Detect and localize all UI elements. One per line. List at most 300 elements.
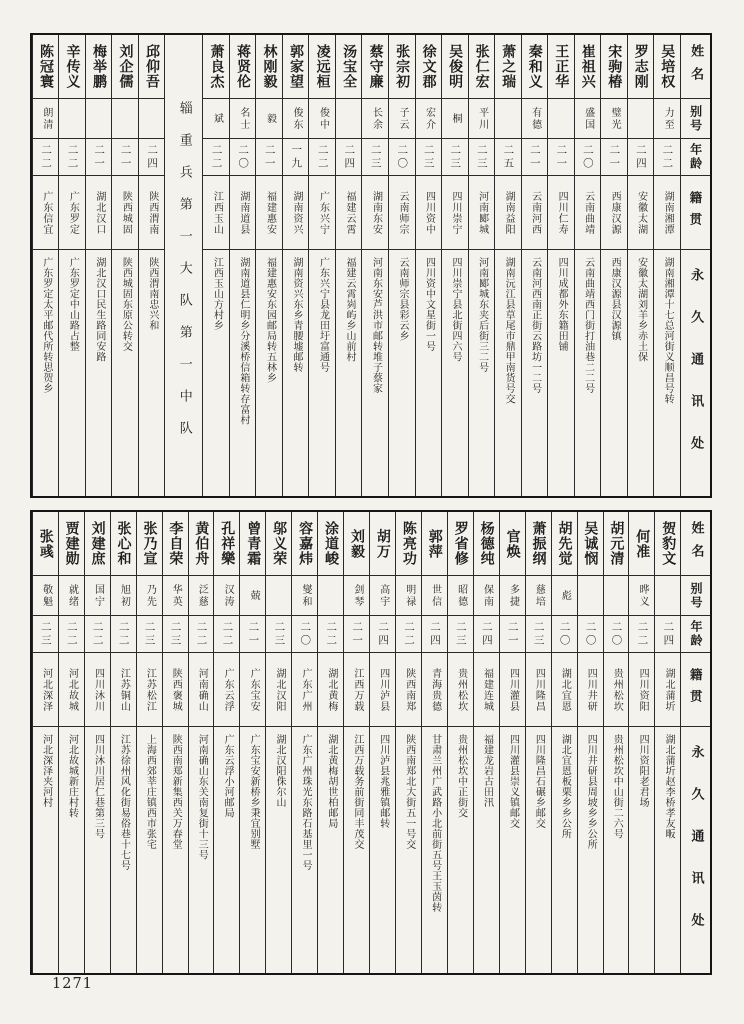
person-address: 四川隆昌石碾乡邮交 xyxy=(533,734,545,829)
person-alias: 乃先 xyxy=(137,576,162,616)
person-address: 西康汉源县汉源镇 xyxy=(609,257,621,341)
person-name: 孔祥樂 xyxy=(214,512,239,576)
person-age: 二四 xyxy=(655,616,680,653)
person-address: 广东云浮小河邮局 xyxy=(222,734,234,818)
person-age: 二二 xyxy=(214,616,239,653)
person-native: 湖北黄梅 xyxy=(318,653,343,727)
person-alias: 俊中 xyxy=(309,99,335,139)
person-name: 涂道峻 xyxy=(318,512,343,576)
person-column xyxy=(654,512,680,973)
header-address: 永久通讯处 xyxy=(688,745,704,955)
person-native: 陕西渭南 xyxy=(139,176,165,250)
person-address: 四川崇宁县北街四六号 xyxy=(450,257,462,362)
person-column xyxy=(291,512,317,973)
person-name: 张乃宣 xyxy=(137,512,162,576)
header-alias: 别号 xyxy=(681,99,710,139)
person-alias: 名士 xyxy=(230,99,256,139)
person-column xyxy=(110,512,136,973)
person-address: 湖南湘潭十七总河街义顺昌号转 xyxy=(662,257,674,404)
roster-table-top xyxy=(30,33,712,498)
person-address: 云南河西南正街云路坊一二号 xyxy=(529,257,541,394)
person-native: 广东罗定 xyxy=(59,176,85,250)
person-column xyxy=(494,35,521,496)
person-age: 二一 xyxy=(522,139,548,176)
person-address: 贵州松坎中正街交 xyxy=(455,734,467,818)
unit-label-column xyxy=(164,35,202,496)
person-column xyxy=(32,512,58,973)
person-alias: 多捷 xyxy=(500,576,525,616)
person-name: 辛传义 xyxy=(59,35,85,99)
person-name: 黄伯舟 xyxy=(189,512,214,576)
person-address: 广东罗定中山路占整 xyxy=(67,257,79,352)
person-name: 崔祖兴 xyxy=(575,35,601,99)
person-address: 湖北宜恩板栗乡乡公所 xyxy=(559,734,571,839)
person-column xyxy=(213,512,239,973)
header-native: 籍贯 xyxy=(681,653,710,727)
person-address: 甘肃兰州广武路小北前街五号王玉茵转 xyxy=(429,734,441,913)
unit-label: 辎重兵第一大队第一中队 xyxy=(176,101,192,453)
person-name: 梅举鹏 xyxy=(86,35,112,99)
person-native: 陕西南郑 xyxy=(396,653,421,727)
person-name: 吴俊明 xyxy=(442,35,468,99)
person-native: 湖南湘潭 xyxy=(654,176,680,250)
person-native: 湖北汉阳 xyxy=(266,653,291,727)
person-name: 容嘉炜 xyxy=(292,512,317,576)
person-native: 江西万载 xyxy=(344,653,369,727)
person-column xyxy=(574,35,601,496)
person-address: 陕西南郑新集西关万春堂 xyxy=(170,734,182,850)
person-column xyxy=(547,35,574,496)
person-column xyxy=(577,512,603,973)
person-address: 河南东安芦洪市邮转堆子蔡家 xyxy=(370,257,382,394)
person-name: 蒋贤伦 xyxy=(230,35,256,99)
person-age: 二一 xyxy=(601,139,627,176)
person-address: 福建惠安东园邮局转五林乡 xyxy=(264,257,276,383)
person-name: 刘建庶 xyxy=(85,512,110,576)
person-native: 福建连城 xyxy=(474,653,499,727)
person-alias: 汉涛 xyxy=(214,576,239,616)
person-age: 二〇 xyxy=(389,139,415,176)
person-alias: 剑琴 xyxy=(344,576,369,616)
person-native: 广东广州 xyxy=(292,653,317,727)
person-name: 邱仰吾 xyxy=(139,35,165,99)
person-alias: 华英 xyxy=(163,576,188,616)
person-name: 萧良杰 xyxy=(203,35,229,99)
person-native: 四川崇宁 xyxy=(442,176,468,250)
person-age: 二三 xyxy=(416,139,442,176)
person-column xyxy=(188,512,214,973)
person-alias: 斌 xyxy=(203,99,229,139)
person-age: 二〇 xyxy=(292,616,317,653)
person-column xyxy=(447,512,473,973)
person-native: 福建惠安 xyxy=(256,176,282,250)
person-column xyxy=(525,512,551,973)
person-column xyxy=(317,512,343,973)
person-alias: 就绪 xyxy=(59,576,84,616)
person-column xyxy=(229,35,256,496)
field-header-column xyxy=(680,35,710,496)
header-name: 姓名 xyxy=(681,512,710,576)
person-column xyxy=(32,35,59,496)
person-name: 萧之瑞 xyxy=(495,35,521,99)
person-alias: 泛慈 xyxy=(189,576,214,616)
person-column xyxy=(499,512,525,973)
person-age: 二〇 xyxy=(578,616,603,653)
person-name: 萧振纲 xyxy=(526,512,551,576)
person-column xyxy=(415,35,442,496)
person-age: 二四 xyxy=(422,616,447,653)
person-column xyxy=(136,512,162,973)
person-column xyxy=(468,35,495,496)
person-age: 二二 xyxy=(654,139,680,176)
person-address: 湖南道县仁明乡分溪桥信箱转存富村 xyxy=(237,257,249,425)
person-alias xyxy=(139,99,165,139)
person-address: 河南郾城东夹后街三二号 xyxy=(476,257,488,373)
person-name: 胡万 xyxy=(370,512,395,576)
person-age: 二三 xyxy=(442,139,468,176)
person-native: 湖北蒲圻 xyxy=(655,653,680,727)
person-age: 二四 xyxy=(628,139,654,176)
person-name: 胡先觉 xyxy=(552,512,577,576)
person-native: 河北故城 xyxy=(59,653,84,727)
person-native: 云南师宗 xyxy=(389,176,415,250)
person-age: 二二 xyxy=(85,616,110,653)
person-name: 秦和义 xyxy=(522,35,548,99)
person-age: 二二 xyxy=(59,616,84,653)
person-name: 郭萍 xyxy=(422,512,447,576)
person-address: 云南师宗县彩云乡 xyxy=(397,257,409,341)
person-address: 陕西渭南忠兴和 xyxy=(146,257,158,331)
header-age: 年龄 xyxy=(681,616,710,653)
person-alias xyxy=(86,99,112,139)
person-age: 二四 xyxy=(139,139,165,176)
person-native: 西康汉源 xyxy=(601,176,627,250)
person-name: 张心和 xyxy=(111,512,136,576)
person-native: 陕西褒城 xyxy=(163,653,188,727)
person-address: 湖北汉口民生路同安路 xyxy=(93,257,105,362)
person-native: 云南曲靖 xyxy=(575,176,601,250)
person-alias: 燮和 xyxy=(292,576,317,616)
person-age: 二一 xyxy=(344,616,369,653)
person-alias: 盛国 xyxy=(575,99,601,139)
person-native: 湖北宜恩 xyxy=(552,653,577,727)
person-alias xyxy=(548,99,574,139)
person-column xyxy=(58,512,84,973)
person-name: 王正华 xyxy=(548,35,574,99)
person-name: 罗省修 xyxy=(448,512,473,576)
person-address: 四川井研县周坡乡乡公所 xyxy=(585,734,597,850)
person-age: 二二 xyxy=(33,139,59,176)
person-column xyxy=(369,512,395,973)
person-age: 二四 xyxy=(370,616,395,653)
person-native: 陕西城固 xyxy=(112,176,138,250)
person-native: 江西玉山 xyxy=(203,176,229,250)
person-age: 二二 xyxy=(189,616,214,653)
person-column xyxy=(239,512,265,973)
person-address: 福建云霄峛屿乡山前村 xyxy=(343,257,355,362)
roster-table-bottom xyxy=(30,510,712,975)
person-alias xyxy=(495,99,521,139)
person-address: 福建龙岩古田汛 xyxy=(481,734,493,808)
person-native: 广东信宜 xyxy=(33,176,59,250)
person-age: 二二 xyxy=(318,616,343,653)
person-alias xyxy=(578,576,603,616)
person-alias: 兢 xyxy=(240,576,265,616)
person-alias xyxy=(655,576,680,616)
person-address: 四川灌县崇义镇邮交 xyxy=(507,734,519,829)
person-alias: 敬魁 xyxy=(33,576,58,616)
person-age: 二一 xyxy=(112,139,138,176)
person-address: 河北故城新庄村转 xyxy=(66,734,78,818)
person-name: 何准 xyxy=(629,512,654,576)
person-name: 凌远桓 xyxy=(309,35,335,99)
person-address: 湖南沅江县草尾市鼎甲南货号交 xyxy=(503,257,515,404)
person-column xyxy=(111,35,138,496)
person-alias: 彪 xyxy=(552,576,577,616)
person-alias: 朗清 xyxy=(33,99,59,139)
person-native: 广东兴宁 xyxy=(309,176,335,250)
person-age: 二四 xyxy=(474,616,499,653)
person-address: 贵州松坎中山街二六号 xyxy=(611,734,623,839)
person-name: 郭家望 xyxy=(283,35,309,99)
person-address: 湖北蒲圻赵李桥孝友畈 xyxy=(663,734,675,839)
person-alias xyxy=(318,576,343,616)
person-alias: 慈培 xyxy=(526,576,551,616)
person-alias xyxy=(628,99,654,139)
person-name: 贾建勋 xyxy=(59,512,84,576)
person-address: 四川资中文星街一号 xyxy=(423,257,435,352)
person-age: 二二 xyxy=(59,139,85,176)
person-name: 杨德纯 xyxy=(474,512,499,576)
person-column xyxy=(85,35,112,496)
header-age: 年龄 xyxy=(681,139,710,176)
person-age: 二三 xyxy=(137,616,162,653)
person-column xyxy=(335,35,362,496)
person-name: 张彧 xyxy=(33,512,58,576)
person-alias: 旭初 xyxy=(111,576,136,616)
person-alias: 桐 xyxy=(442,99,468,139)
person-alias xyxy=(112,99,138,139)
person-alias: 毅 xyxy=(256,99,282,139)
person-native: 安徽太湖 xyxy=(628,176,654,250)
person-address: 广东广州珠光东路石基里一号 xyxy=(299,734,311,871)
person-name: 胡元清 xyxy=(604,512,629,576)
person-name: 汤宝全 xyxy=(336,35,362,99)
person-address: 江西万载务前街同丰茂交 xyxy=(351,734,363,850)
person-column xyxy=(627,35,654,496)
person-age: 二〇 xyxy=(230,139,256,176)
person-native: 贵州松坎 xyxy=(604,653,629,727)
person-address: 四川泸县兆雅镇邮转 xyxy=(377,734,389,829)
person-name: 蔡守廉 xyxy=(362,35,388,99)
person-name: 宋驹椿 xyxy=(601,35,627,99)
header-native: 籍贯 xyxy=(681,176,710,250)
person-age: 二三 xyxy=(448,616,473,653)
person-address: 广东兴宁县龙田圩富通号 xyxy=(317,257,329,373)
person-alias: 昭德 xyxy=(448,576,473,616)
person-address: 湖南资兴东乡青腰墟邮转 xyxy=(290,257,302,373)
person-column xyxy=(255,35,282,496)
person-native: 湖南东安 xyxy=(362,176,388,250)
person-column xyxy=(628,512,654,973)
person-column xyxy=(395,512,421,973)
person-native: 四川井研 xyxy=(578,653,603,727)
person-address: 陕西南郑北大街五一号交 xyxy=(403,734,415,850)
person-native: 四川隆昌 xyxy=(526,653,551,727)
person-column xyxy=(441,35,468,496)
person-column xyxy=(58,35,85,496)
person-name: 徐文郡 xyxy=(416,35,442,99)
person-age: 二三 xyxy=(163,616,188,653)
person-age: 二二 xyxy=(629,616,654,653)
person-name: 李自荣 xyxy=(163,512,188,576)
person-name: 陈亮功 xyxy=(396,512,421,576)
person-alias xyxy=(604,576,629,616)
person-alias: 力至 xyxy=(654,99,680,139)
person-alias: 璧光 xyxy=(601,99,627,139)
person-native: 贵州松坎 xyxy=(448,653,473,727)
person-age: 二〇 xyxy=(552,616,577,653)
person-native: 江苏松江 xyxy=(137,653,162,727)
person-column xyxy=(202,35,229,496)
person-alias: 子云 xyxy=(389,99,415,139)
person-age: 二二 xyxy=(396,616,421,653)
person-native: 福建云霄 xyxy=(336,176,362,250)
person-alias xyxy=(59,99,85,139)
page-number: 1271 xyxy=(52,976,93,992)
person-column xyxy=(265,512,291,973)
person-alias xyxy=(266,576,291,616)
person-address: 四川成都外东籍田铺 xyxy=(556,257,568,352)
person-age: 二一 xyxy=(86,139,112,176)
person-address: 河北深泽夹河村 xyxy=(40,734,52,808)
person-address: 上海西郊莘庄镇西市张宅 xyxy=(144,734,156,850)
person-address: 湖北汉阳侏尔山 xyxy=(274,734,286,808)
person-column xyxy=(521,35,548,496)
person-age: 二五 xyxy=(495,139,521,176)
person-address: 四川沐川居仁巷第三号 xyxy=(92,734,104,839)
person-column xyxy=(603,512,629,973)
header-name: 姓名 xyxy=(681,35,710,99)
person-name: 吴培权 xyxy=(654,35,680,99)
person-alias: 高宇 xyxy=(370,576,395,616)
header-alias: 别号 xyxy=(681,576,710,616)
person-address: 广东罗定太平邮代所转思贺乡 xyxy=(40,257,52,394)
person-age: 二一 xyxy=(256,139,282,176)
person-native: 湖南益阳 xyxy=(495,176,521,250)
person-native: 广东宝安 xyxy=(240,653,265,727)
person-alias: 有德 xyxy=(522,99,548,139)
person-address: 安徽太湖刘羊乡赤土保 xyxy=(635,257,647,362)
person-column xyxy=(473,512,499,973)
person-age: 二三 xyxy=(469,139,495,176)
person-native: 青海贵德 xyxy=(422,653,447,727)
person-native: 河南郾城 xyxy=(469,176,495,250)
person-native: 四川泸县 xyxy=(370,653,395,727)
person-native: 四川沐川 xyxy=(85,653,110,727)
person-address: 云南曲靖西门街打油巷二二号 xyxy=(582,257,594,394)
person-address: 广东宝安新桥乡秉宜别墅 xyxy=(248,734,260,850)
person-name: 邬义荣 xyxy=(266,512,291,576)
person-column xyxy=(308,35,335,496)
person-address: 江苏徐州风化街易俗巷十七号 xyxy=(118,734,130,871)
header-address: 永久通讯处 xyxy=(688,268,704,478)
person-native: 四川资中 xyxy=(416,176,442,250)
person-name: 官焕 xyxy=(500,512,525,576)
person-native: 河北深泽 xyxy=(33,653,58,727)
person-native: 河南确山 xyxy=(189,653,214,727)
person-native: 四川资阳 xyxy=(629,653,654,727)
person-name: 吴诚悯 xyxy=(578,512,603,576)
person-name: 陈冠寰 xyxy=(33,35,59,99)
person-address: 四川资阳老君场 xyxy=(637,734,649,808)
person-column xyxy=(84,512,110,973)
person-alias: 平川 xyxy=(469,99,495,139)
person-address: 河南确山东关南复街十三号 xyxy=(196,734,208,860)
person-column xyxy=(551,512,577,973)
person-alias: 国宁 xyxy=(85,576,110,616)
person-age: 一九 xyxy=(283,139,309,176)
person-native: 广东云浮 xyxy=(214,653,239,727)
person-age: 二三 xyxy=(266,616,291,653)
person-age: 二二 xyxy=(203,139,229,176)
person-age: 二〇 xyxy=(575,139,601,176)
person-name: 罗志刚 xyxy=(628,35,654,99)
person-name: 刘毅 xyxy=(344,512,369,576)
person-age: 二三 xyxy=(526,616,551,653)
person-age: 二一 xyxy=(240,616,265,653)
person-name: 林刚毅 xyxy=(256,35,282,99)
person-age: 二一 xyxy=(500,616,525,653)
person-column xyxy=(138,35,165,496)
person-age: 二三 xyxy=(33,616,58,653)
person-alias: 俊东 xyxy=(283,99,309,139)
person-age: 二一 xyxy=(548,139,574,176)
person-alias: 长余 xyxy=(362,99,388,139)
person-native: 四川灌县 xyxy=(500,653,525,727)
person-alias: 晔义 xyxy=(629,576,654,616)
person-column xyxy=(653,35,680,496)
person-column xyxy=(282,35,309,496)
field-header-column xyxy=(680,512,710,973)
person-native: 湖南资兴 xyxy=(283,176,309,250)
person-column xyxy=(361,35,388,496)
person-age: 二二 xyxy=(309,139,335,176)
person-address: 江西玉山方村乡 xyxy=(211,257,223,331)
person-column xyxy=(388,35,415,496)
person-name: 曾青霜 xyxy=(240,512,265,576)
person-column xyxy=(343,512,369,973)
person-address: 湖北黄梅胡世柏邮局 xyxy=(325,734,337,829)
person-native: 江苏铜山 xyxy=(111,653,136,727)
person-column xyxy=(162,512,188,973)
person-native: 湖北汉口 xyxy=(86,176,112,250)
person-age: 二四 xyxy=(336,139,362,176)
person-alias: 宏介 xyxy=(416,99,442,139)
person-native: 四川仁寿 xyxy=(548,176,574,250)
person-age: 二二 xyxy=(111,616,136,653)
person-name: 张宗初 xyxy=(389,35,415,99)
person-column xyxy=(600,35,627,496)
person-alias: 明禄 xyxy=(396,576,421,616)
person-name: 刘企儒 xyxy=(112,35,138,99)
person-alias xyxy=(336,99,362,139)
person-column xyxy=(421,512,447,973)
person-name: 贺豹文 xyxy=(655,512,680,576)
person-alias: 世信 xyxy=(422,576,447,616)
person-name: 张仁宏 xyxy=(469,35,495,99)
person-native: 湖南道县 xyxy=(230,176,256,250)
